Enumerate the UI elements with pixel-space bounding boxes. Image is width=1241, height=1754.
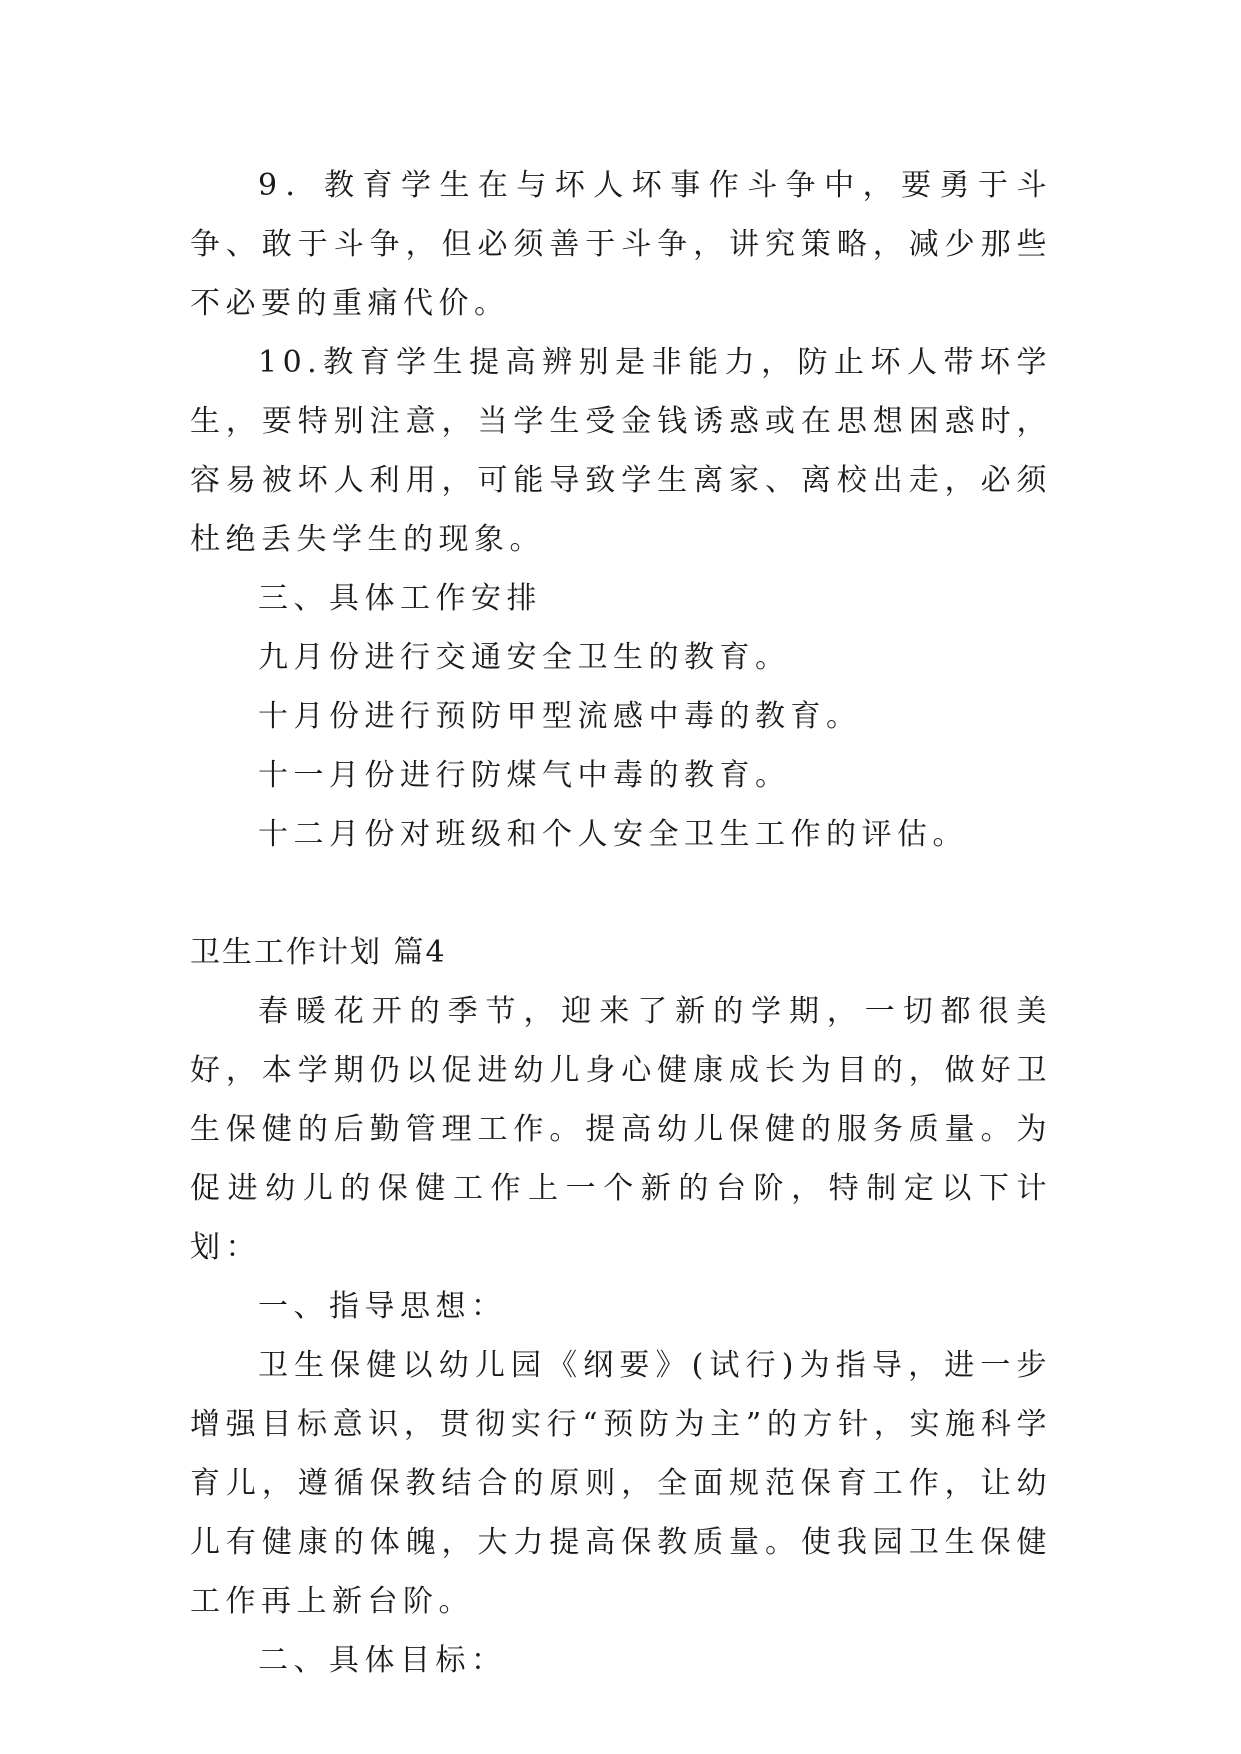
- paragraph-item-10: 10.教育学生提高辨别是非能力，防止坏人带坏学生，要特别注意，当学生受金钱诱惑或在思想困惑时，容易被坏人利用，可能导致学生离家、离校出走，必须杜绝丢失学生的现象。: [190, 345, 1052, 557]
- guiding-ideology-paragraph: 卫生保健以幼儿园《纲要》(试行)为指导，进一步增强目标意识，贯彻实行“预防为主”的方针，实施科学育儿，遵循保教结合的原则，全面规范保育工作，让幼儿有健康的体魄，大力提高保教质量。使我园卫生保健工作再上新台阶。: [190, 1348, 1052, 1619]
- schedule-december: 十二月份对班级和个人安全卫生工作的评估。: [258, 817, 968, 852]
- schedule-september: 九月份进行交通安全卫生的教育。: [258, 640, 791, 675]
- document-body: [190, 156, 1052, 1690]
- schedule-november: 十一月份进行防煤气中毒的教育。: [258, 758, 791, 793]
- schedule-october: 十月份进行预防甲型流感中毒的教育。: [258, 699, 862, 734]
- heading-specific-goals: 二、具体目标：: [258, 1643, 507, 1678]
- heading-guiding-ideology: 一、指导思想：: [258, 1289, 507, 1324]
- intro-paragraph: 春暖花开的季节，迎来了新的学期，一切都很美好，本学期仍以促进幼儿身心健康成长为目的，做好卫生保健的后勤管理工作。提高幼儿保健的服务质量。为促进幼儿的保健工作上一个新的台阶，特制定以下计划：: [190, 994, 1052, 1265]
- section-title: 卫生工作计划 篇4: [190, 935, 447, 970]
- paragraph-item-9: 9．教育学生在与坏人坏事作斗争中，要勇于斗争、敢于斗争，但必须善于斗争，讲究策略，减少那些不必要的重痛代价。: [190, 168, 1052, 321]
- heading-work-arrangement: 三、具体工作安排: [258, 581, 542, 616]
